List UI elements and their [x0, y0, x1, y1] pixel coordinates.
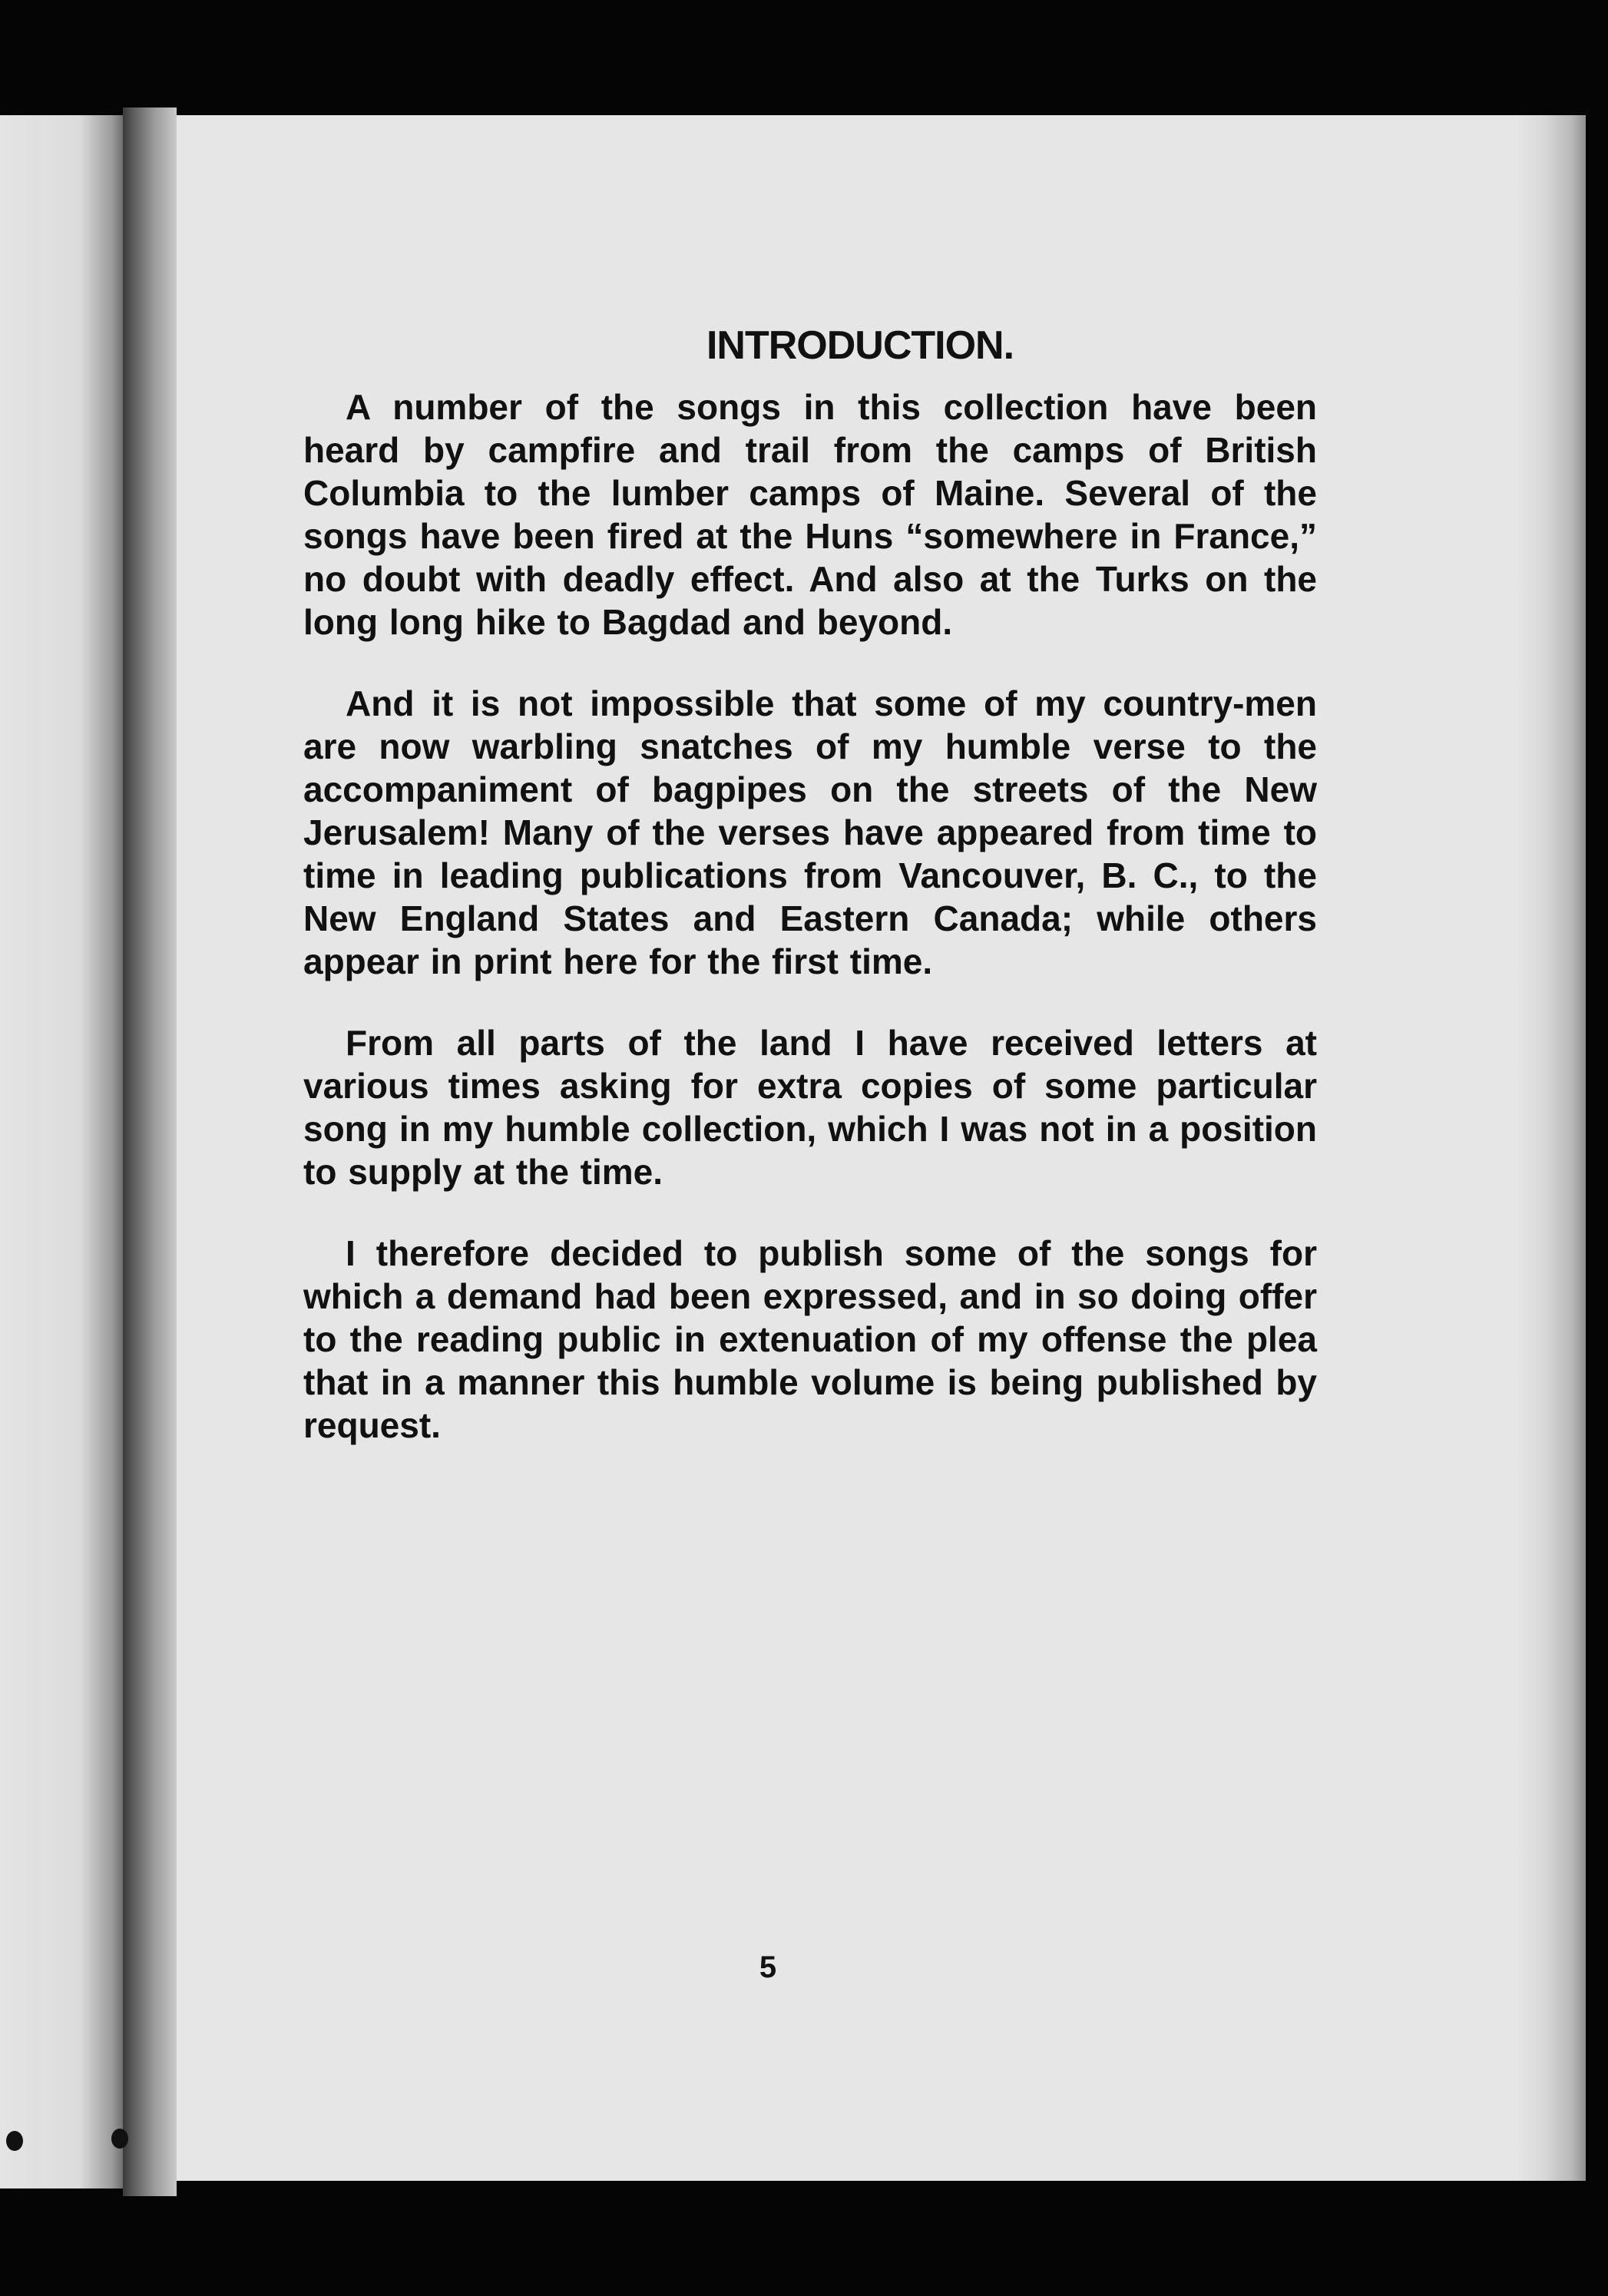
page-content	[303, 323, 1317, 1485]
paragraph: I therefore decided to publish some of the songs for which a demand had been expressed, and in so doing offer to the reading public in extenuation of my offense the plea that in a manner this humble volume is being published by request.	[303, 1233, 1317, 1445]
page-title: INTRODUCTION.	[706, 323, 1014, 368]
page-right-edge	[1517, 115, 1586, 2181]
book-gutter	[123, 108, 177, 2196]
page-number: 5	[759, 1950, 777, 1984]
margin-mark	[6, 2131, 23, 2151]
facing-page-edge	[0, 115, 132, 2188]
paragraph: A number of the songs in this collection have been heard by campfire and trail from the camps of British Columbia to the lumber camps of Maine. Several of the songs have been fired at the Huns “somewhere in France,” no doubt with deadly effect. And also at the Turks on the long long hike to Bagdad and beyond.	[303, 387, 1317, 642]
margin-mark	[111, 2129, 128, 2149]
paragraph: And it is not impossible that some of my country-men are now warbling snatches of my humble verse to the accompaniment of bagpipes on the streets of the New Jerusalem! Many of the verses have appeared from time to time in leading publications from Vancouver, B. C., to the New England States and Eastern Canada; while others appear in print here for the first time.	[303, 683, 1317, 981]
paragraph: From all parts of the land I have received letters at various times asking for extra copies of some particular song in my humble collection, which I was not in a position to supply at the time.	[303, 1023, 1317, 1192]
